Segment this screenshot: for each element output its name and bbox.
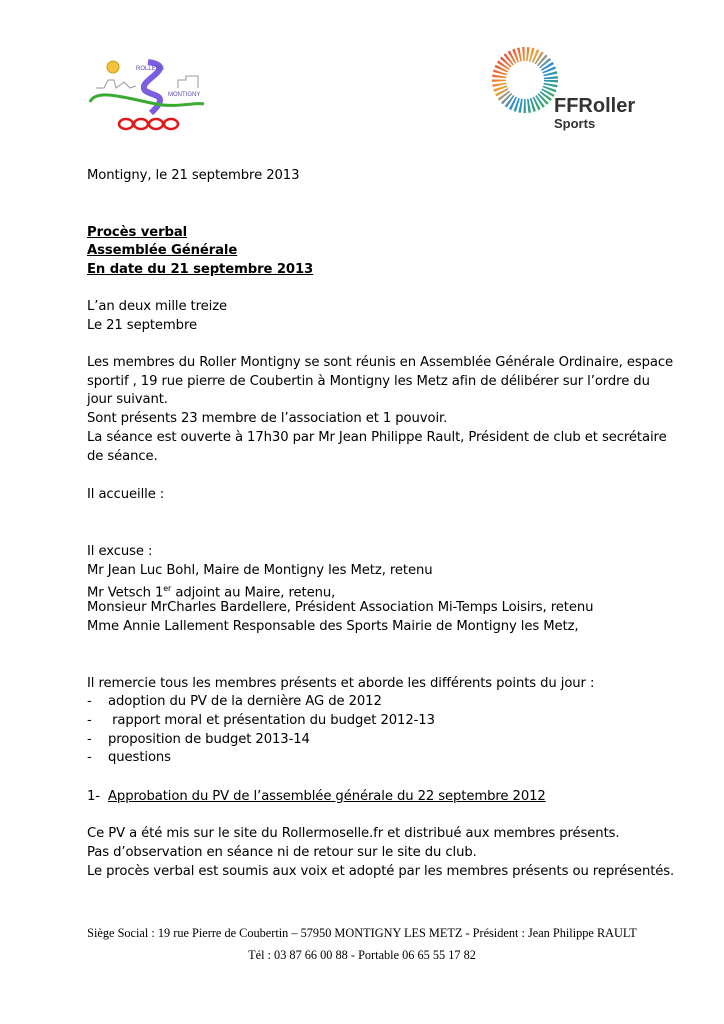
intro-line: Le 21 septembre: [87, 318, 197, 333]
paragraph-line: La séance est ouverte à 17h30 par Mr Jean Philippe Rault, Président de club et secrétaire: [87, 430, 667, 445]
agenda-item-text: questions: [108, 750, 171, 765]
paragraph-line: Le procès verbal est soumis aux voix et adopté par les membres présents ou représentés.: [87, 864, 675, 879]
paragraph-line: de séance.: [87, 449, 158, 464]
accueille-line: Il accueille :: [87, 487, 165, 502]
excuse-line: Monsieur MrCharles Bardellere, Président Association Mi-Temps Loisirs, retenu: [87, 600, 594, 615]
agenda-item: - questions: [87, 750, 171, 765]
agenda-item-text: rapport moral et présentation du budget 2012-13: [108, 713, 435, 728]
superscript: er: [163, 584, 172, 593]
agenda-item: - proposition de budget 2013-14: [87, 732, 310, 747]
date-line: Montigny, le 21 septembre 2013: [87, 168, 300, 183]
excuse-heading: Il excuse :: [87, 544, 153, 559]
section-heading: [87, 787, 546, 806]
logo-text-ffroller: FFRoller: [554, 95, 636, 117]
logo-text-sports: Sports: [554, 116, 596, 131]
section-number: 1-: [87, 789, 100, 804]
paragraph-line: Pas d’observation en séance ni de retour sur le site du club.: [87, 845, 477, 860]
title-line-2: Assemblée Générale: [87, 243, 238, 258]
excuse-line-text: Mr Vetsch 1: [87, 585, 164, 601]
ffroller-sports-logo: [487, 42, 647, 132]
section-title: Approbation du PV de l’assemblée générale du 22 septembre 2012: [108, 789, 546, 804]
paragraph-line: Ce PV a été mis sur le site du Rollermoselle.fr et distribué aux membres présents.: [87, 826, 620, 841]
title-line-1: Procès verbal: [87, 225, 188, 240]
title-line-3: En date du 21 septembre 2013: [87, 262, 314, 277]
footer-phone: Tél : 03 87 66 00 88 - Portable 06 65 55 17 82: [248, 948, 476, 962]
intro-line: L’an deux mille treize: [87, 299, 228, 314]
logo-text-rollers: ROLLERS: [136, 66, 165, 72]
agenda-item: - adoption du PV de la dernière AG de 2012: [87, 694, 382, 709]
paragraph-line: Les membres du Roller Montigny se sont réunis en Assemblée Générale Ordinaire, espace: [87, 355, 674, 370]
logo-text-montigny: MONTIGNY: [168, 92, 201, 98]
agenda-item-text: adoption du PV de la dernière AG de 2012: [108, 694, 382, 709]
footer-address: Siège Social : 19 rue Pierre de Coubertin – 57950 MONTIGNY LES METZ - Président : Jean Philippe RAULT: [87, 926, 637, 940]
paragraph-line: jour suivant.: [87, 392, 168, 407]
excuse-line-text: adjoint au Maire, retenu,: [171, 585, 336, 601]
remercie-line: Il remercie tous les membres présents et aborde les différents points du jour :: [87, 676, 595, 691]
excuse-line: Mme Annie Lallement Responsable des Sports Mairie de Montigny les Metz,: [87, 619, 579, 634]
paragraph-line: Sont présents 23 membre de l’association et 1 pouvoir.: [87, 411, 448, 426]
excuse-line: Mr Jean Luc Bohl, Maire de Montigny les Metz, retenu: [87, 563, 433, 578]
rollers-montigny-logo: [86, 58, 221, 133]
paragraph-line: sportif , 19 rue pierre de Coubertin à Montigny les Metz afin de délibérer sur l’ordre du: [87, 374, 650, 389]
agenda-item-text: proposition de budget 2013-14: [108, 732, 310, 747]
agenda-item: - rapport moral et présentation du budget 2012-13: [87, 713, 435, 728]
